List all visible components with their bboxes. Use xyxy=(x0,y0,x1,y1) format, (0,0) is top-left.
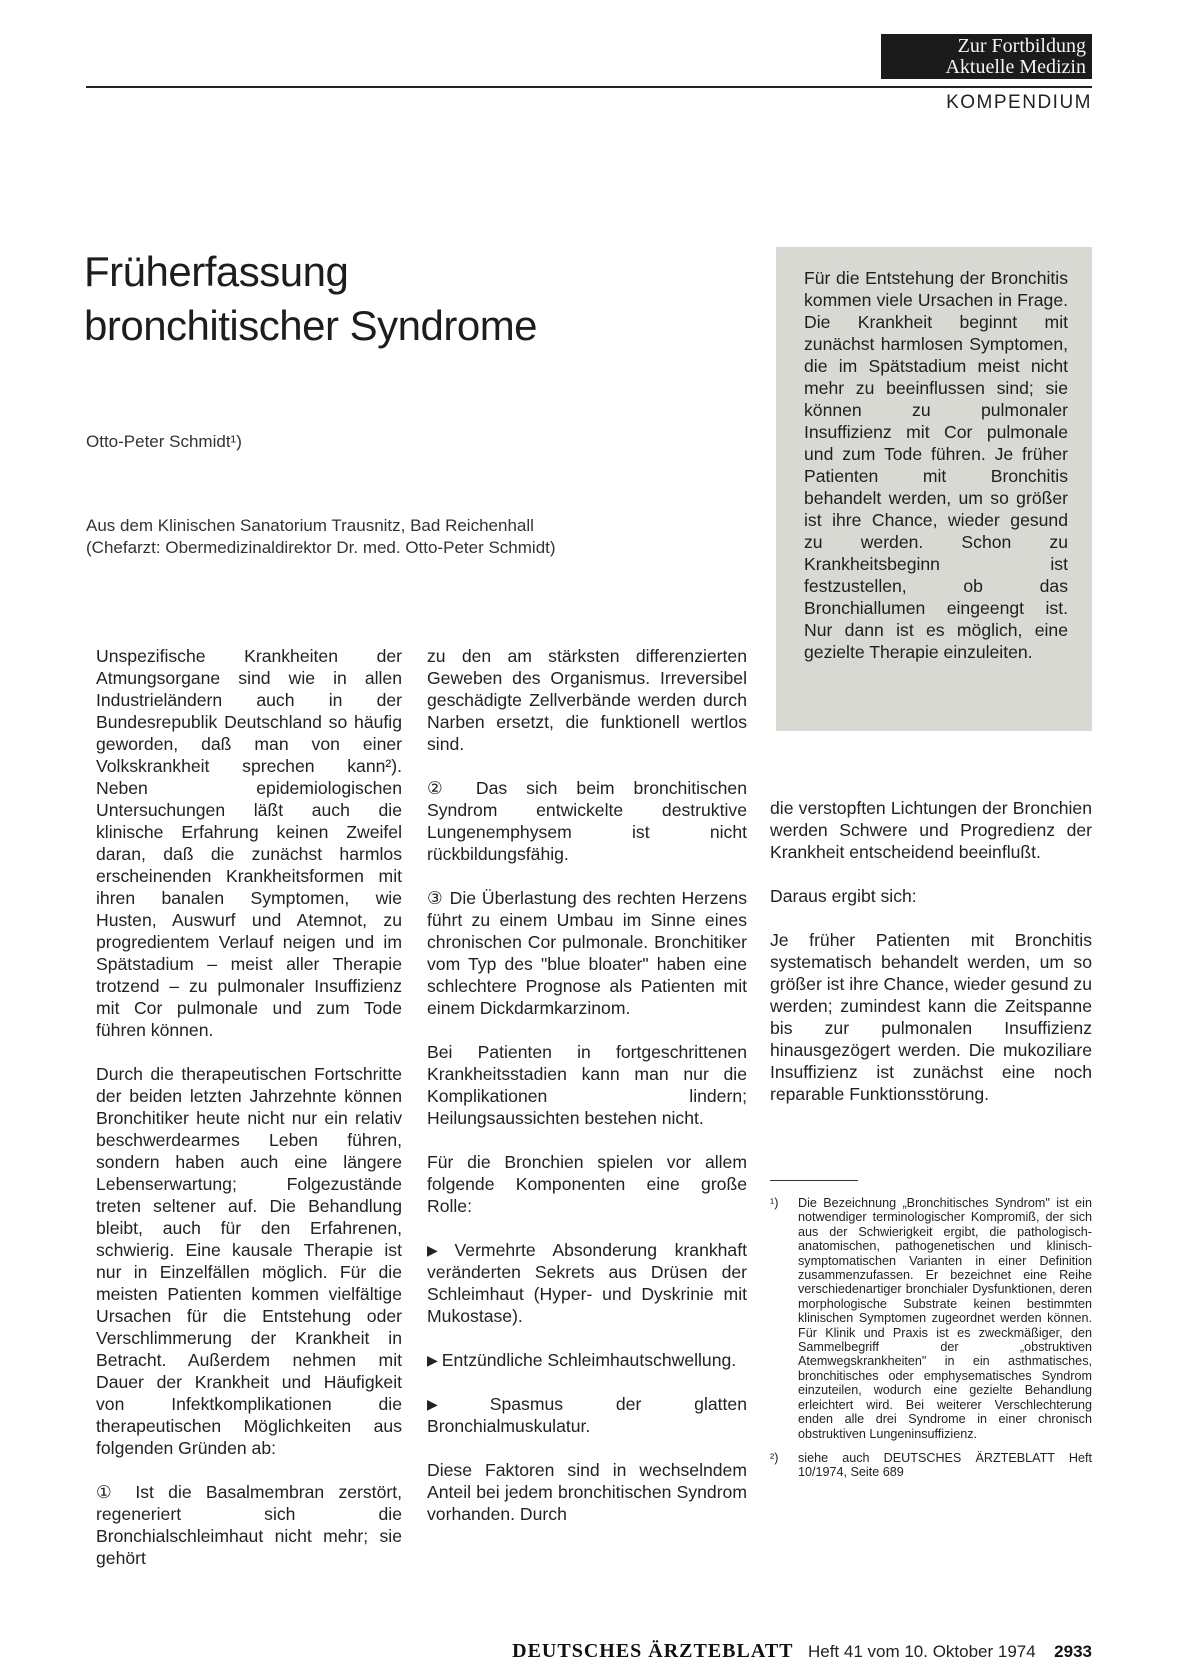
paragraph: ③ Die Überlastung des rechten Herzens führt zu einem Umbau im Sinne eines chronischen Cor pulmonale. Bronchitiker vom Typ des "blue bloater" haben eine schlechtere Prognose als Patienten mit einem Dickdarmkarzinom. xyxy=(427,888,747,1018)
footnotes xyxy=(770,1196,1092,1490)
triangle-bullet-icon: ▶ xyxy=(427,1352,438,1368)
header-rule xyxy=(86,86,1092,88)
page-footer xyxy=(420,1640,1092,1663)
footnote-mark: ²) xyxy=(770,1450,779,1465)
section-label-line-1: Zur Fortbildung xyxy=(957,35,1086,57)
paragraph: Durch die therapeutischen Fortschritte der beiden letzten Jahrzehnte können Bronchitiker heute nicht nur ein relativ beschwerdearmes Leben führen, sondern haben auch eine längere Lebenserwartung; Folgezustände treten seltener auf. Die Behandlung bleibt, auch für den Erfahrenen, schwierig. Eine kausale Therapie ist nur in Einzelfällen möglich. Für die meisten Patienten kommen vielfältige Ursachen für die Entstehung oder Verschlimmerung der Krankheit in Betracht. Außerdem nehmen mit Dauer der Krankheit und Häufigkeit von Infektkomplikationen die therapeutischen Möglichkeiten aus folgenden Gründen ab: xyxy=(96,1064,402,1458)
footnote-text: Die Bezeichnung „Bronchitisches Syndrom" ist ein notwendiger terminologischer Kompromiß, der sich aus der Schwierigkeit ergibt, die pathologisch-anatomischen, pathogenetischen und klinisch-symptomatischen Varianten in einer Definition zusammenzufassen. Er bezeichnet eine Reihe verschiedenartiger bronchialer Dysfunktionen, deren morphologische Substrate keinen bestimmten klinischen Symptomen zugeordnet werden können. Für Klinik und Praxis ist es zweckmäßiger, den Sammelbegriff der „obstruktiven Atemwegskrankheiten" in ein asthmatisches, bronchitisches oder emphysematisches Syndrom einzuteilen, wodurch eine gezielte Behandlung erleichtert wird. Bei weiterer Verschlechterung enden alle drei Syndrome in einer chronisch obstruktiven Lungeninsuffizienz. xyxy=(798,1196,1092,1441)
footnote xyxy=(770,1451,1092,1480)
bullet-item xyxy=(427,1393,747,1437)
paragraph: die verstopften Lichtungen der Bronchien werden Schwere und Progredienz der Krankheit entscheidend beeinflußt. xyxy=(770,798,1092,862)
bullet-text: Vermehrte Absonderung krankhaft veränderten Sekrets aus Drüsen der Schleimhaut (Hyper- und Dyskrinie mit Mukostase). xyxy=(427,1240,747,1326)
triangle-bullet-icon: ▶ xyxy=(427,1396,486,1412)
footnote-mark: ¹) xyxy=(770,1196,779,1210)
footnote xyxy=(770,1196,1092,1441)
paragraph: ① Ist die Basalmembran zerstört, regeneriert sich die Bronchialschleimhaut nicht mehr; sie gehört xyxy=(96,1482,402,1568)
paragraph: zu den am stärksten differenzierten Geweben des Organismus. Irreversibel geschädigte Zellverbände werden durch Narben ersetzt, die funktionell wertlos sind. xyxy=(427,646,747,754)
paragraph: ② Das sich beim bronchitischen Syndrom entwickelte destruktive Lungenemphysem ist nicht rückbildungsfähig. xyxy=(427,778,747,864)
paragraph: Unspezifische Krankheiten der Atmungsorgane sind wie in allen Industrieländern auch in der Bundesrepublik Deutschland so häufig geworden, daß man von einer Volkskrankheit sprechen kann²). Neben epidemiologischen Untersuchungen läßt auch die klinische Erfahrung keinen Zweifel daran, daß die zunächst harmlos erscheinenden Krankheitsformen mit ihren banalen Symptomen, wie Husten, Auswurf und Atemnot, zu progredientem Verlauf neigen und im Spätstadium – meist aller Therapie trotzend – zu pulmonaler Insuffizienz mit Cor pulmonale und zum Tode führen können. xyxy=(96,646,402,1040)
issue-info: Heft 41 vom 10. Oktober 1974 xyxy=(807,1642,1036,1661)
affiliation xyxy=(86,515,706,559)
bullet-text: Spasmus der glatten Bronchialmuskulatur. xyxy=(427,1394,747,1436)
journal-name: DEUTSCHES ÄRZTEBLATT xyxy=(512,1640,794,1662)
article-title xyxy=(84,245,724,353)
paragraph: Bei Patienten in fortgeschrittenen Krankheitsstadien kann man nur die Komplikationen lindern; Heilungsaussichten bestehen nicht. xyxy=(427,1042,747,1128)
page-number: 2933 xyxy=(1054,1642,1092,1661)
body-column-3 xyxy=(770,797,1092,1127)
bullet-item xyxy=(427,1349,747,1371)
body-column-1 xyxy=(96,645,402,1591)
section-label xyxy=(881,34,1092,79)
section-label-line-2: Aktuelle Medizin xyxy=(945,56,1086,78)
triangle-bullet-icon: ▶ xyxy=(427,1242,451,1258)
affiliation-line-1: Aus dem Klinischen Sanatorium Trausnitz, Bad Reichenhall xyxy=(86,516,534,535)
author: Otto-Peter Schmidt¹) xyxy=(86,432,242,451)
title-line-2: bronchitischer Syndrome xyxy=(84,302,538,349)
paragraph: Diese Faktoren sind in wechselndem Anteil bei jedem bronchitischen Syndrom vorhanden. Durch xyxy=(427,1460,747,1524)
paragraph: Für die Bronchien spielen vor allem folgende Komponenten eine große Rolle: xyxy=(427,1152,747,1216)
footnote-text: siehe auch DEUTSCHES ÄRZTEBLATT Heft 10/1974, Seite 689 xyxy=(798,1450,1092,1480)
rubric: KOMPENDIUM xyxy=(946,92,1092,113)
abstract-box: Für die Entstehung der Bronchitis kommen viele Ursachen in Frage. Die Krankheit beginnt mit zunächst harmlosen Symptomen, die im Spätstadium meist nicht mehr zu beeinflussen sind; sie können zu pulmonaler Insuffizienz mit Cor pulmonale und zum Tode führen. Je früher Patienten mit Bronchitis behandelt werden, um so größer ist ihre Chance, wieder gesund zu werden. Schon zu Krankheitsbeginn ist festzustellen, ob das Bronchiallumen eingeengt ist. Nur dann ist es möglich, eine gezielte Therapie einzuleiten. xyxy=(776,247,1092,731)
footnote-rule xyxy=(770,1180,858,1181)
affiliation-line-2: (Chefarzt: Obermedizinaldirektor Dr. med. Otto-Peter Schmidt) xyxy=(86,538,556,557)
title-line-1: Früherfassung xyxy=(84,248,349,295)
paragraph: Daraus ergibt sich: xyxy=(770,886,917,906)
body-column-2 xyxy=(427,645,747,1547)
bullet-item xyxy=(427,1239,747,1327)
bullet-text: Entzündliche Schleimhautschwellung. xyxy=(441,1350,737,1370)
paragraph: Je früher Patienten mit Bronchitis systematisch behandelt werden, um so größer ist ihre Chance, wieder gesund zu werden; zumindest kann die Zeitspanne bis zur pulmonalen Insuffizienz hinausgezögert werden. Die mukoziliare Insuffizienz ist zunächst eine noch reparable Funktionsstörung. xyxy=(770,930,1092,1104)
